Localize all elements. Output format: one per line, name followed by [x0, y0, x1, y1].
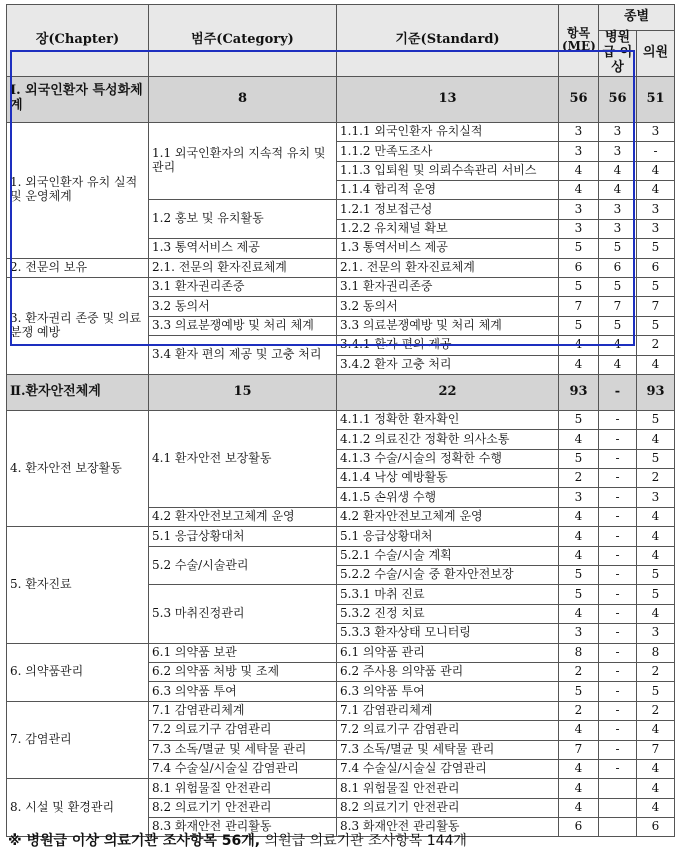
standard-cell: 6.1 의약품 관리 — [337, 643, 559, 662]
footnote-normal: 의원급 의료기관 조사항목 144개 — [260, 833, 467, 849]
hospital-count: - — [599, 662, 637, 681]
hospital-count: 4 — [599, 180, 637, 199]
standard-cell: 2.1. 전문의 환자진료체계 — [337, 258, 559, 277]
hospital-count: 3 — [599, 142, 637, 161]
category-cell: 3.3 의료분쟁예방 및 처리 체계 — [149, 316, 337, 335]
standard-cell: 1.1.2 만족도조사 — [337, 142, 559, 161]
me-count: 5 — [559, 449, 599, 468]
chapter-cell: 4. 환자안전 보장활동 — [7, 410, 149, 526]
standard-cell: 7.1 감염관리체계 — [337, 701, 559, 720]
clinic-count: 8 — [637, 643, 675, 662]
table-row — [7, 410, 675, 429]
standard-cell: 8.3 화재안전 관리활동 — [337, 818, 559, 837]
clinic-count: 4 — [637, 721, 675, 740]
clinic-count: 4 — [637, 507, 675, 526]
me-count: 6 — [559, 258, 599, 277]
hospital-count: 3 — [599, 200, 637, 219]
me-count: 3 — [559, 200, 599, 219]
me-count: 7 — [559, 297, 599, 316]
clinic-count: 5 — [637, 410, 675, 429]
clinic-count: 3 — [637, 122, 675, 141]
clinic-count: 3 — [637, 624, 675, 643]
category-header: 범주(Category) — [149, 5, 337, 77]
hospital-count: - — [599, 469, 637, 488]
standard-cell: 3.4.2 환자 고충 처리 — [337, 355, 559, 374]
standard-cell: 6.3 의약품 투여 — [337, 682, 559, 701]
hospital-count: 3 — [599, 219, 637, 238]
section-title: Ⅰ. 외국인환자 특성화체계 — [7, 76, 149, 122]
category-cell: 1.3 통역서비스 제공 — [149, 239, 337, 258]
clinic-count: 5 — [637, 239, 675, 258]
clinic-count: 4 — [637, 546, 675, 565]
hospital-count: 4 — [599, 355, 637, 374]
chapter-cell: 1. 외국인환자 유치 실적 및 운영체계 — [7, 122, 149, 258]
me-count: 4 — [559, 759, 599, 778]
category-cell: 5.2 수술/시술관리 — [149, 546, 337, 585]
standard-cell: 6.2 주사용 의약품 관리 — [337, 662, 559, 681]
hospital-count: - — [599, 624, 637, 643]
category-cell: 7.1 감염관리체계 — [149, 701, 337, 720]
chapter-header: 장(Chapter) — [7, 5, 149, 77]
clinic-count: 3 — [637, 219, 675, 238]
me-count: 4 — [559, 180, 599, 199]
standard-cell: 1.1.3 입퇴원 및 의뢰수속관리 서비스 — [337, 161, 559, 180]
type-header: 종별 — [599, 5, 675, 31]
me-count: 5 — [559, 239, 599, 258]
section-hospital-total: 56 — [599, 76, 637, 122]
clinic-count: 5 — [637, 682, 675, 701]
clinic-count: 4 — [637, 779, 675, 798]
section-row — [7, 76, 675, 122]
category-cell: 3.2 동의서 — [149, 297, 337, 316]
section-title: Ⅱ.환자안전체계 — [7, 374, 149, 410]
standard-cell: 3.1 환자권리존중 — [337, 277, 559, 296]
category-cell: 8.1 위험물질 안전관리 — [149, 779, 337, 798]
clinic-count: 2 — [637, 469, 675, 488]
chapter-cell: 3. 환자권리 존중 및 의료분쟁 예방 — [7, 277, 149, 374]
header-row — [7, 5, 675, 31]
clinic-count: 4 — [637, 161, 675, 180]
hospital-count: - — [599, 682, 637, 701]
clinic-count: 3 — [637, 488, 675, 507]
standard-cell: 4.1.2 의료진간 정확한 의사소통 — [337, 430, 559, 449]
category-cell: 6.1 의약품 보관 — [149, 643, 337, 662]
section-me-total: 56 — [559, 76, 599, 122]
me-count: 4 — [559, 161, 599, 180]
hospital-count: - — [599, 488, 637, 507]
table-row — [7, 258, 675, 277]
table-row — [7, 643, 675, 662]
standard-cell: 3.3 의료분쟁예방 및 처리 체계 — [337, 316, 559, 335]
standard-cell: 5.3.1 마취 진료 — [337, 585, 559, 604]
standard-cell: 5.3.2 진정 치료 — [337, 604, 559, 623]
hospital-count: - — [599, 430, 637, 449]
table-row — [7, 122, 675, 141]
standard-cell: 1.1.1 외국인환자 유치실적 — [337, 122, 559, 141]
hospital-count: - — [599, 566, 637, 585]
me-count: 4 — [559, 336, 599, 355]
hospital-count — [599, 779, 637, 798]
me-count: 5 — [559, 316, 599, 335]
chapter-cell: 6. 의약품관리 — [7, 643, 149, 701]
me-count: 4 — [559, 779, 599, 798]
me-count: 6 — [559, 818, 599, 837]
section-clinic-total: 93 — [637, 374, 675, 410]
category-cell: 6.3 의약품 투여 — [149, 682, 337, 701]
standard-cell: 1.2.1 정보접근성 — [337, 200, 559, 219]
standard-cell: 4.2 환자안전보고체계 운영 — [337, 507, 559, 526]
me-count: 8 — [559, 643, 599, 662]
hospital-count: - — [599, 410, 637, 429]
me-count: 4 — [559, 527, 599, 546]
category-cell: 7.3 소독/멸균 및 세탁물 관리 — [149, 740, 337, 759]
hospital-count: 5 — [599, 316, 637, 335]
clinic-count: 4 — [637, 759, 675, 778]
section-categories-total: 8 — [149, 76, 337, 122]
me-count: 5 — [559, 410, 599, 429]
hospital-above-header: 병원급 이상 — [599, 31, 637, 77]
standard-cell: 3.2 동의서 — [337, 297, 559, 316]
me-count: 3 — [559, 122, 599, 141]
clinic-count: 6 — [637, 258, 675, 277]
standard-cell: 7.4 수술실/시술실 감염관리 — [337, 759, 559, 778]
standard-cell: 8.1 위험물질 안전관리 — [337, 779, 559, 798]
chapter-cell: 2. 전문의 보유 — [7, 258, 149, 277]
hospital-count: - — [599, 546, 637, 565]
category-cell: 3.4 환자 편의 제공 및 고충 처리 — [149, 336, 337, 375]
hospital-count: 4 — [599, 161, 637, 180]
footnote — [8, 830, 467, 850]
me-count: 5 — [559, 566, 599, 585]
standard-cell: 5.2.2 수술/시술 중 환자안전보장 — [337, 566, 559, 585]
standard-cell: 5.1 응급상황대처 — [337, 527, 559, 546]
me-count: 5 — [559, 682, 599, 701]
clinic-count: 7 — [637, 297, 675, 316]
hospital-count: 4 — [599, 336, 637, 355]
hospital-count: - — [599, 643, 637, 662]
hospital-count: - — [599, 759, 637, 778]
clinic-count: 2 — [637, 662, 675, 681]
clinic-count: 4 — [637, 180, 675, 199]
clinic-count: 5 — [637, 585, 675, 604]
clinic-count: 6 — [637, 818, 675, 837]
me-count: 2 — [559, 469, 599, 488]
table-row — [7, 527, 675, 546]
me-count: 3 — [559, 488, 599, 507]
clinic-count: 5 — [637, 449, 675, 468]
standard-cell: 3.4.1 환자 편의 제공 — [337, 336, 559, 355]
me-count: 4 — [559, 507, 599, 526]
chapter-cell: 7. 감염관리 — [7, 701, 149, 779]
clinic-count: 2 — [637, 701, 675, 720]
section-hospital-total: - — [599, 374, 637, 410]
section-clinic-total: 51 — [637, 76, 675, 122]
me-count: 3 — [559, 624, 599, 643]
clinic-count: 2 — [637, 336, 675, 355]
section-standards-total: 22 — [337, 374, 559, 410]
category-cell: 4.2 환자안전보고체계 운영 — [149, 507, 337, 526]
footnote-bold: ※ 병원급 이상 의료기관 조사항목 56개, — [8, 833, 261, 849]
category-cell: 5.3 마취진정관리 — [149, 585, 337, 643]
me-count: 4 — [559, 604, 599, 623]
clinic-count: 4 — [637, 355, 675, 374]
standard-cell: 8.2 의료기기 안전관리 — [337, 798, 559, 817]
standard-cell: 1.3 통역서비스 제공 — [337, 239, 559, 258]
category-cell: 7.4 수술실/시술실 감염관리 — [149, 759, 337, 778]
table-row — [7, 277, 675, 296]
hospital-count: - — [599, 449, 637, 468]
standard-header: 기준(Standard) — [337, 5, 559, 77]
standard-cell: 7.3 소독/멸균 및 세탁물 관리 — [337, 740, 559, 759]
me-count: 7 — [559, 740, 599, 759]
items-me-header: 항목 (ME) — [559, 5, 599, 77]
hospital-count: - — [599, 604, 637, 623]
hospital-count: 5 — [599, 277, 637, 296]
chapter-cell: 8. 시설 및 환경관리 — [7, 779, 149, 837]
category-cell: 1.1 외국인환자의 지속적 유치 및 관리 — [149, 122, 337, 200]
me-count: 4 — [559, 721, 599, 740]
category-cell: 8.3 화재안전 관리활동 — [149, 818, 337, 837]
hospital-count: - — [599, 507, 637, 526]
clinic-count: 5 — [637, 277, 675, 296]
standard-cell: 4.1.5 손위생 수행 — [337, 488, 559, 507]
me-count: 2 — [559, 701, 599, 720]
hospital-count: 5 — [599, 239, 637, 258]
category-cell: 2.1. 전문의 환자진료체계 — [149, 258, 337, 277]
table-row — [7, 779, 675, 798]
me-count: 4 — [559, 546, 599, 565]
category-cell: 8.2 의료기기 안전관리 — [149, 798, 337, 817]
section-categories-total: 15 — [149, 374, 337, 410]
section-row — [7, 374, 675, 410]
clinic-header: 의원 — [637, 31, 675, 77]
me-count: 2 — [559, 662, 599, 681]
me-count: 4 — [559, 798, 599, 817]
hospital-count: - — [599, 721, 637, 740]
clinic-count: 3 — [637, 200, 675, 219]
hospital-count: 7 — [599, 297, 637, 316]
me-count: 4 — [559, 430, 599, 449]
hospital-count: - — [599, 701, 637, 720]
clinic-count: - — [637, 142, 675, 161]
category-cell: 7.2 의료기구 감염관리 — [149, 721, 337, 740]
standard-cell: 1.2.2 유치채널 확보 — [337, 219, 559, 238]
standard-cell: 1.1.4 합리적 운영 — [337, 180, 559, 199]
category-cell: 1.2 홍보 및 유치활동 — [149, 200, 337, 239]
standard-cell: 5.3.3 환자상태 모니터링 — [337, 624, 559, 643]
hospital-count: 3 — [599, 122, 637, 141]
me-count: 3 — [559, 142, 599, 161]
standard-cell: 4.1.1 정확한 환자확인 — [337, 410, 559, 429]
hospital-count: - — [599, 585, 637, 604]
me-count: 3 — [559, 219, 599, 238]
hospital-count: - — [599, 527, 637, 546]
clinic-count: 4 — [637, 604, 675, 623]
clinic-count: 5 — [637, 316, 675, 335]
standard-cell: 4.1.3 수술/시술의 정확한 수행 — [337, 449, 559, 468]
table-row — [7, 701, 675, 720]
hospital-count: - — [599, 740, 637, 759]
category-cell: 3.1 환자권리존중 — [149, 277, 337, 296]
me-count: 5 — [559, 277, 599, 296]
standard-cell: 4.1.4 낙상 예방활동 — [337, 469, 559, 488]
chapter-cell: 5. 환자진료 — [7, 527, 149, 643]
hospital-count — [599, 818, 637, 837]
standard-cell: 7.2 의료기구 감염관리 — [337, 721, 559, 740]
section-me-total: 93 — [559, 374, 599, 410]
clinic-count: 4 — [637, 430, 675, 449]
clinic-count: 4 — [637, 527, 675, 546]
category-cell: 4.1 환자안전 보장활동 — [149, 410, 337, 507]
category-cell: 6.2 의약품 처방 및 조제 — [149, 662, 337, 681]
category-cell: 5.1 응급상황대처 — [149, 527, 337, 546]
clinic-count: 5 — [637, 566, 675, 585]
section-standards-total: 13 — [337, 76, 559, 122]
clinic-count: 7 — [637, 740, 675, 759]
clinic-count: 4 — [637, 798, 675, 817]
standard-cell: 5.2.1 수술/시술 계획 — [337, 546, 559, 565]
me-count: 4 — [559, 355, 599, 374]
standards-table — [6, 4, 675, 837]
hospital-count — [599, 798, 637, 817]
me-count: 5 — [559, 585, 599, 604]
hospital-count: 6 — [599, 258, 637, 277]
